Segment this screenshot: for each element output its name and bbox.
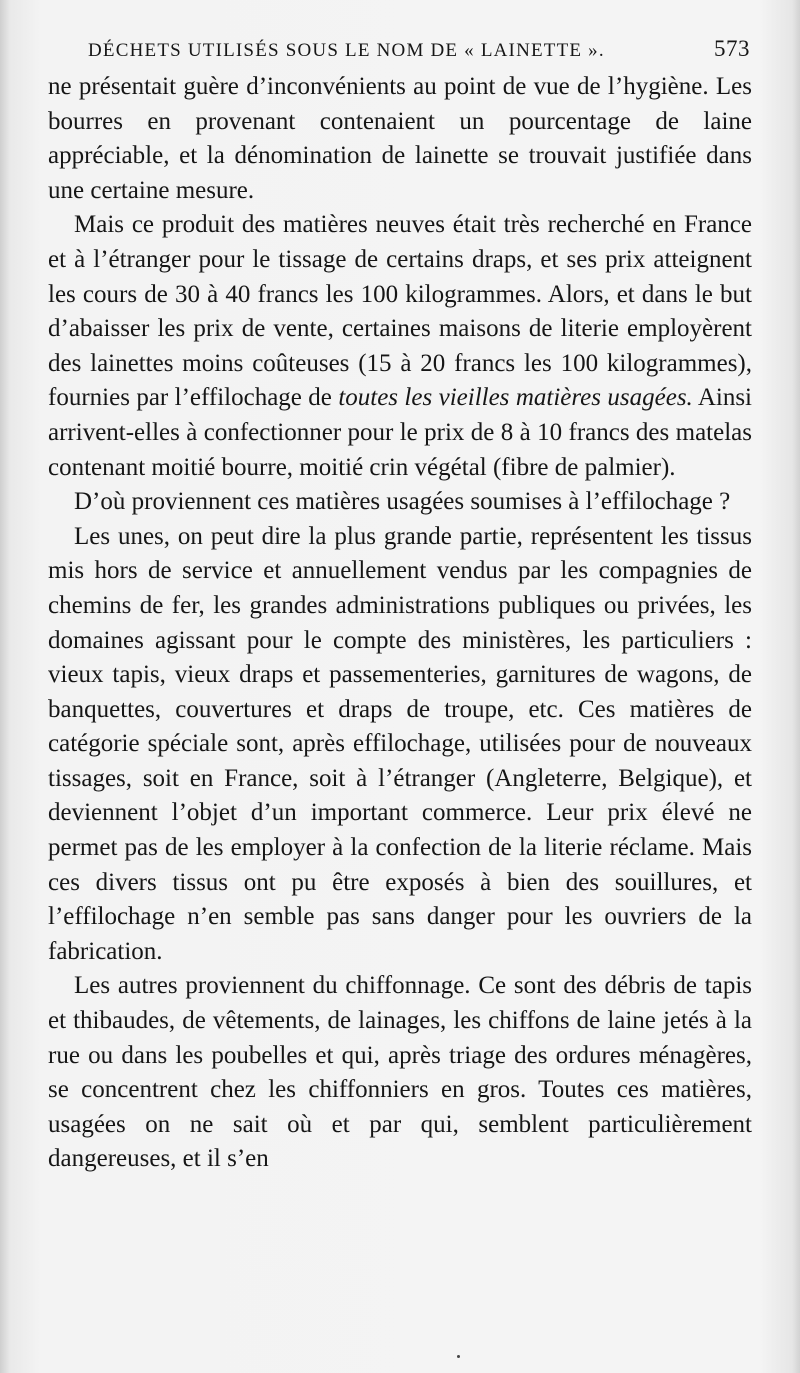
paragraph-2-italic: toutes les vieilles matières usagées. bbox=[338, 384, 693, 412]
print-speck bbox=[457, 1355, 460, 1358]
paragraph-4 bbox=[48, 520, 752, 970]
paragraph-3-text: D’où proviennent ces matières usagées soumises à l’effilochage ? bbox=[74, 488, 731, 516]
body-text bbox=[48, 70, 752, 1177]
paragraph-1 bbox=[48, 70, 752, 208]
paragraph-2-text-end: Ainsi arrivent-elles à confectionner pour le prix de 8 à 10 francs des matelas contenant moitié bourre, moitié crin végétal (fibre de palmier). bbox=[48, 384, 752, 481]
paragraph-5 bbox=[48, 969, 752, 1177]
page-number: 573 bbox=[714, 36, 750, 61]
paragraph-1-text: ne présentait guère d’inconvénients au point de vue de l’hygiène. Les bourres en provenant contenaient un pourcentage de laine appréciable, et la dénomination de lainette se trouvait justifiée dans une certaine mesure. bbox=[48, 73, 752, 204]
paragraph-2 bbox=[48, 208, 752, 485]
paragraph-5-text: Les autres proviennent du chiffonnage. Ce sont des débris de tapis et thibaudes, de vêtements, de lainages, les chiffons de laine jetés à la rue ou dans les poubelles et qui, après triage des ordures ménagères, se concentrent chez les chiffonniers en gros. Toutes ces matières, usagées on ne sait où et par qui, semblent particulièrement dangereuses, et il s’en bbox=[48, 972, 752, 1173]
paragraph-4-text: Les unes, on peut dire la plus grande partie, représentent les tissus mis hors de service et annuellement vendus par les compagnies de chemins de fer, les grandes administrations publiques ou privées, les domaines agissant pour le compte des ministères, les particuliers : vieux tapis, vieux draps et passementeries, garnitures de wagons, de banquettes, couvertures et draps de troupe, etc. Ces matières de catégorie spéciale sont, après effilochage, utilisées pour de nouveaux tissages, soit en France, soit à l’étranger (Angleterre, Belgique), et deviennent l’objet d’un important commerce. Leur prix élevé ne permet pas de les employer à la confection de la literie réclame. Mais ces divers tissus ont pu être exposés à bien des souillures, et l’effilochage n’en semble pas sans danger pour les ouvriers de la fabrication. bbox=[48, 522, 752, 965]
paragraph-2-text: Mais ce produit des matières neuves était très recherché en France et à l’étranger pour le tissage de certains draps, et ses prix atteignent les cours de 30 à 40 francs les 100 kilogrammes. Alors, et dans le but d’abaisser les prix de vente, certaines maisons de literie employèrent des lainettes moins coûteuses (15 à 20 francs les 100 kilogrammes), fournies par l’effilochage de bbox=[48, 211, 752, 412]
paragraph-3 bbox=[48, 485, 752, 520]
running-title: DÉCHETS UTILISÉS SOUS LE NOM DE « LAINETTE ». bbox=[88, 40, 605, 61]
running-head bbox=[48, 36, 752, 70]
